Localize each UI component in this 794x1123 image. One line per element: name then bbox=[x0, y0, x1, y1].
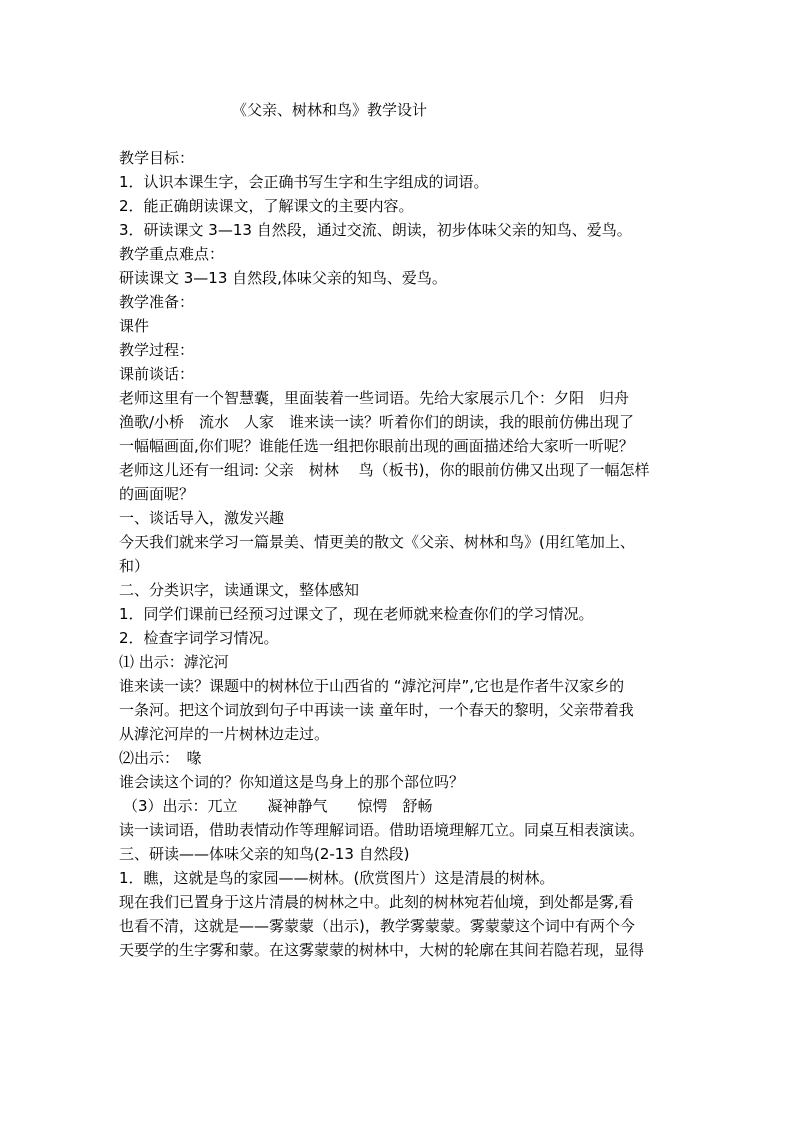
text-line: 今天我们就来学习一篇景美、情更美的散文《父亲、树林和鸟》(用红笔加上、 bbox=[119, 533, 635, 551]
section-heading: 一、谈话导入，激发兴趣 bbox=[119, 509, 285, 527]
text-line: 读一读词语，借助表情动作等理解词语。借助语境理解兀立。同桌互相表演读。 bbox=[119, 821, 645, 839]
text-line: 谁来读一读？课题中的树林位于山西省的 “滹沱河岸”,它也是作者牛汉家乡的 bbox=[119, 677, 625, 695]
text-line: 老师这里有一个智慧囊，里面装着一些词语。先给大家展示几个：夕阳 归舟 bbox=[119, 389, 630, 407]
text-line: 1．认识本课生字，会正确书写生字和生字组成的词语。 bbox=[119, 173, 489, 191]
text-line: 课前谈话： bbox=[119, 365, 195, 383]
text-line: 和） bbox=[119, 557, 150, 575]
document-title: 《父亲、树林和鸟》教学设计 bbox=[232, 101, 428, 119]
text-line: 渔歌/小桥 流水 人家 谁来读一读？听着你们的朗读，我的眼前仿佛出现了 bbox=[119, 413, 635, 431]
text-line: 天要学的生字雾和蒙。在这雾蒙蒙的树林中，大树的轮廓在其间若隐若现，显得 bbox=[119, 941, 645, 959]
text-line: 从滹沱河岸的一片树林边走过。 bbox=[119, 725, 330, 743]
text-line: ⑴ 出示：滹沱河 bbox=[119, 653, 229, 671]
text-line: （3）出示：兀立 凝神静气 惊愕 舒畅 bbox=[123, 797, 433, 815]
text-line: 课件 bbox=[119, 317, 150, 335]
document-body bbox=[119, 146, 685, 962]
text-line: 一幅幅画面,你们呢？谁能任选一组把你眼前出现的画面描述给大家听一听呢？ bbox=[119, 437, 634, 455]
text-line: 2．能正确朗读课文，了解课文的主要内容。 bbox=[119, 197, 414, 215]
text-line: 教学准备： bbox=[119, 293, 195, 311]
section-heading: 二、分类识字，读通课文，整体感知 bbox=[119, 581, 360, 599]
text-line: 教学目标： bbox=[119, 149, 195, 167]
text-line: 1．瞧，这就是鸟的家园——树林。(欣赏图片）这是清晨的树林。 bbox=[119, 869, 555, 887]
text-line: 也看不清，这就是——雾蒙蒙（出示)，教学雾蒙蒙。雾蒙蒙这个词中有两个今 bbox=[119, 917, 635, 935]
text-line: ⑵出示： 喙 bbox=[119, 749, 202, 767]
text-line: 老师这儿还有一组词: 父亲 树林 鸟（板书)，你的眼前仿佛又出现了一幅怎样 bbox=[119, 461, 650, 479]
text-line: 研读课文 3—13 自然段,体味父亲的知鸟、爱鸟。 bbox=[119, 269, 447, 287]
text-line: 3．研读课文 3—13 自然段，通过交流、朗读，初步体味父亲的知鸟、爱鸟。 bbox=[119, 221, 632, 239]
text-line: 现在我们已置身于这片清晨的树林之中。此刻的树林宛若仙境，到处都是雾,看 bbox=[119, 893, 634, 911]
text-line: 教学重点难点： bbox=[119, 245, 225, 263]
text-line: 教学过程： bbox=[119, 341, 195, 359]
text-line: 1．同学们课前已经预习过课文了，现在老师就来检查你们的学习情况。 bbox=[119, 605, 594, 623]
text-line: 的画面呢？ bbox=[119, 485, 195, 503]
text-line: 2．检查字词学习情况。 bbox=[119, 629, 279, 647]
section-heading: 三、研读——体味父亲的知鸟(2-13 自然段) bbox=[119, 845, 410, 863]
text-line: 一条河。把这个词放到句子中再读一读 童年时，一个春天的黎明，父亲带着我 bbox=[119, 701, 634, 719]
text-line: 谁会读这个词的？你知道这是鸟身上的那个部位吗？ bbox=[119, 773, 465, 791]
